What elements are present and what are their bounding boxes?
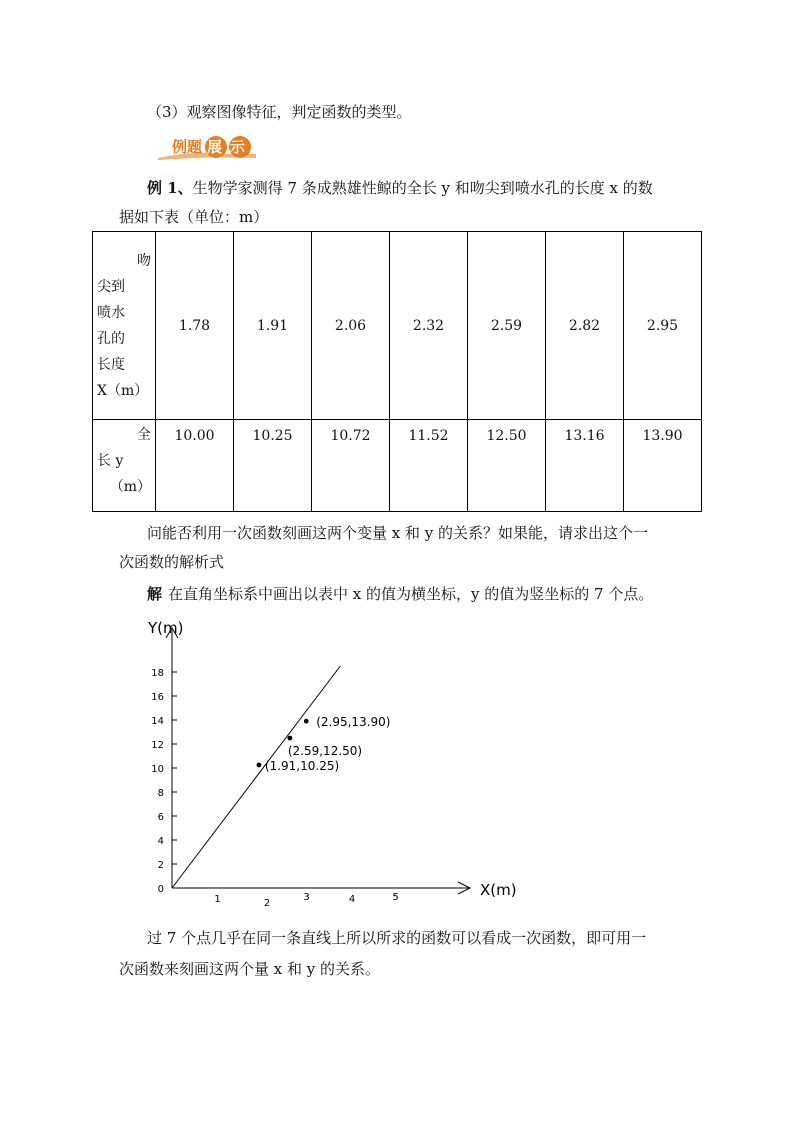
solution-label: 解 xyxy=(147,585,163,603)
header-line: 孔的 xyxy=(97,330,125,347)
table-cell: 13.16 xyxy=(546,420,624,512)
table-cell: 10.72 xyxy=(312,420,390,512)
y-tick-label: 4 xyxy=(157,836,164,847)
example-text-1: 生物学家测得 7 条成熟雄性鲸的全长 y 和吻尖到喷水孔的长度 x 的数 xyxy=(192,179,653,197)
y-tick-label: 18 xyxy=(151,668,164,679)
badge-part1: 例题 xyxy=(172,138,203,156)
data-point-label: (2.59,12.50) xyxy=(287,744,363,758)
x-tick-label: 4 xyxy=(348,894,356,905)
header-line: 长 y xyxy=(97,453,124,469)
table-cell: 2.95 xyxy=(624,232,702,420)
y-tick-label: 0 xyxy=(157,884,164,895)
conclusion-line-1: 过 7 个点几乎在同一条直线上所以所求的函数可以看成一次函数，即可用一 xyxy=(147,929,647,947)
x-tick-label: 5 xyxy=(392,892,399,903)
table-cell: 13.90 xyxy=(624,420,702,512)
table-cell: 1.91 xyxy=(234,232,312,420)
table-cell: 10.00 xyxy=(156,420,234,512)
table-cell: 2.59 xyxy=(468,232,546,420)
trend-line xyxy=(172,666,340,888)
example-line-2: 据如下表（单位：m） xyxy=(119,208,269,226)
chart-ticks xyxy=(151,668,398,909)
table-cell: 2.06 xyxy=(312,232,390,420)
y-tick-label: 8 xyxy=(157,788,164,799)
row-header-total-length xyxy=(93,420,156,512)
header-line: 喷水 xyxy=(97,304,125,321)
example-label: 例 1、 xyxy=(147,179,193,197)
y-tick-label: 2 xyxy=(157,860,164,871)
example-line-1 xyxy=(147,177,653,198)
table-cell: 2.32 xyxy=(390,232,468,420)
header-line: 尖到 xyxy=(97,278,125,295)
data-point xyxy=(287,736,292,741)
conclusion-line-2: 次函数来刻画这两个量 x 和 y 的关系。 xyxy=(119,960,381,978)
badge-part2: 展示 xyxy=(207,138,254,156)
x-axis-label: X(m) xyxy=(480,881,517,899)
header-line: 长度 xyxy=(97,356,125,373)
x-tick-label: 3 xyxy=(303,892,310,903)
example-badge xyxy=(156,134,260,162)
data-point-label: (1.91,10.25) xyxy=(264,759,340,773)
whale-data-table xyxy=(92,231,702,512)
data-point-label: (2.95,13.90) xyxy=(316,715,391,730)
scatter-chart xyxy=(0,600,794,920)
header-line: X（m） xyxy=(97,382,149,399)
solution-text: 在直角坐标系中画出以表中 x 的值为横坐标，y 的值为竖坐标的 7 个点。 xyxy=(168,585,654,603)
data-point xyxy=(257,763,262,768)
question-line-1: 问能否利用一次函数刻画这两个变量 x 和 y 的关系？如果能，请求出这个一 xyxy=(147,524,649,542)
table-cell: 2.82 xyxy=(546,232,624,420)
header-line: 全 xyxy=(137,427,151,443)
y-tick-label: 10 xyxy=(151,764,164,775)
table-cell: 12.50 xyxy=(468,420,546,512)
x-tick-label: 2 xyxy=(263,898,271,909)
table-cell: 10.25 xyxy=(234,420,312,512)
question-line-2: 次函数的解析式 xyxy=(119,553,225,571)
y-tick-label: 6 xyxy=(157,812,164,823)
step3-text: （3）观察图像特征，判定函数的类型。 xyxy=(147,103,412,121)
table-cell: 11.52 xyxy=(390,420,468,512)
data-point xyxy=(304,719,309,724)
chart-series xyxy=(172,666,390,888)
table-cell: 1.78 xyxy=(156,232,234,420)
y-axis-label: Y(m) xyxy=(148,619,184,637)
header-line: （m） xyxy=(109,479,151,495)
x-tick-label: 1 xyxy=(214,894,221,905)
row-header-snout-length xyxy=(93,232,156,420)
y-tick-label: 12 xyxy=(151,740,164,751)
y-tick-label: 14 xyxy=(151,716,164,727)
header-line: 吻 xyxy=(137,252,151,269)
y-tick-label: 16 xyxy=(151,692,164,703)
